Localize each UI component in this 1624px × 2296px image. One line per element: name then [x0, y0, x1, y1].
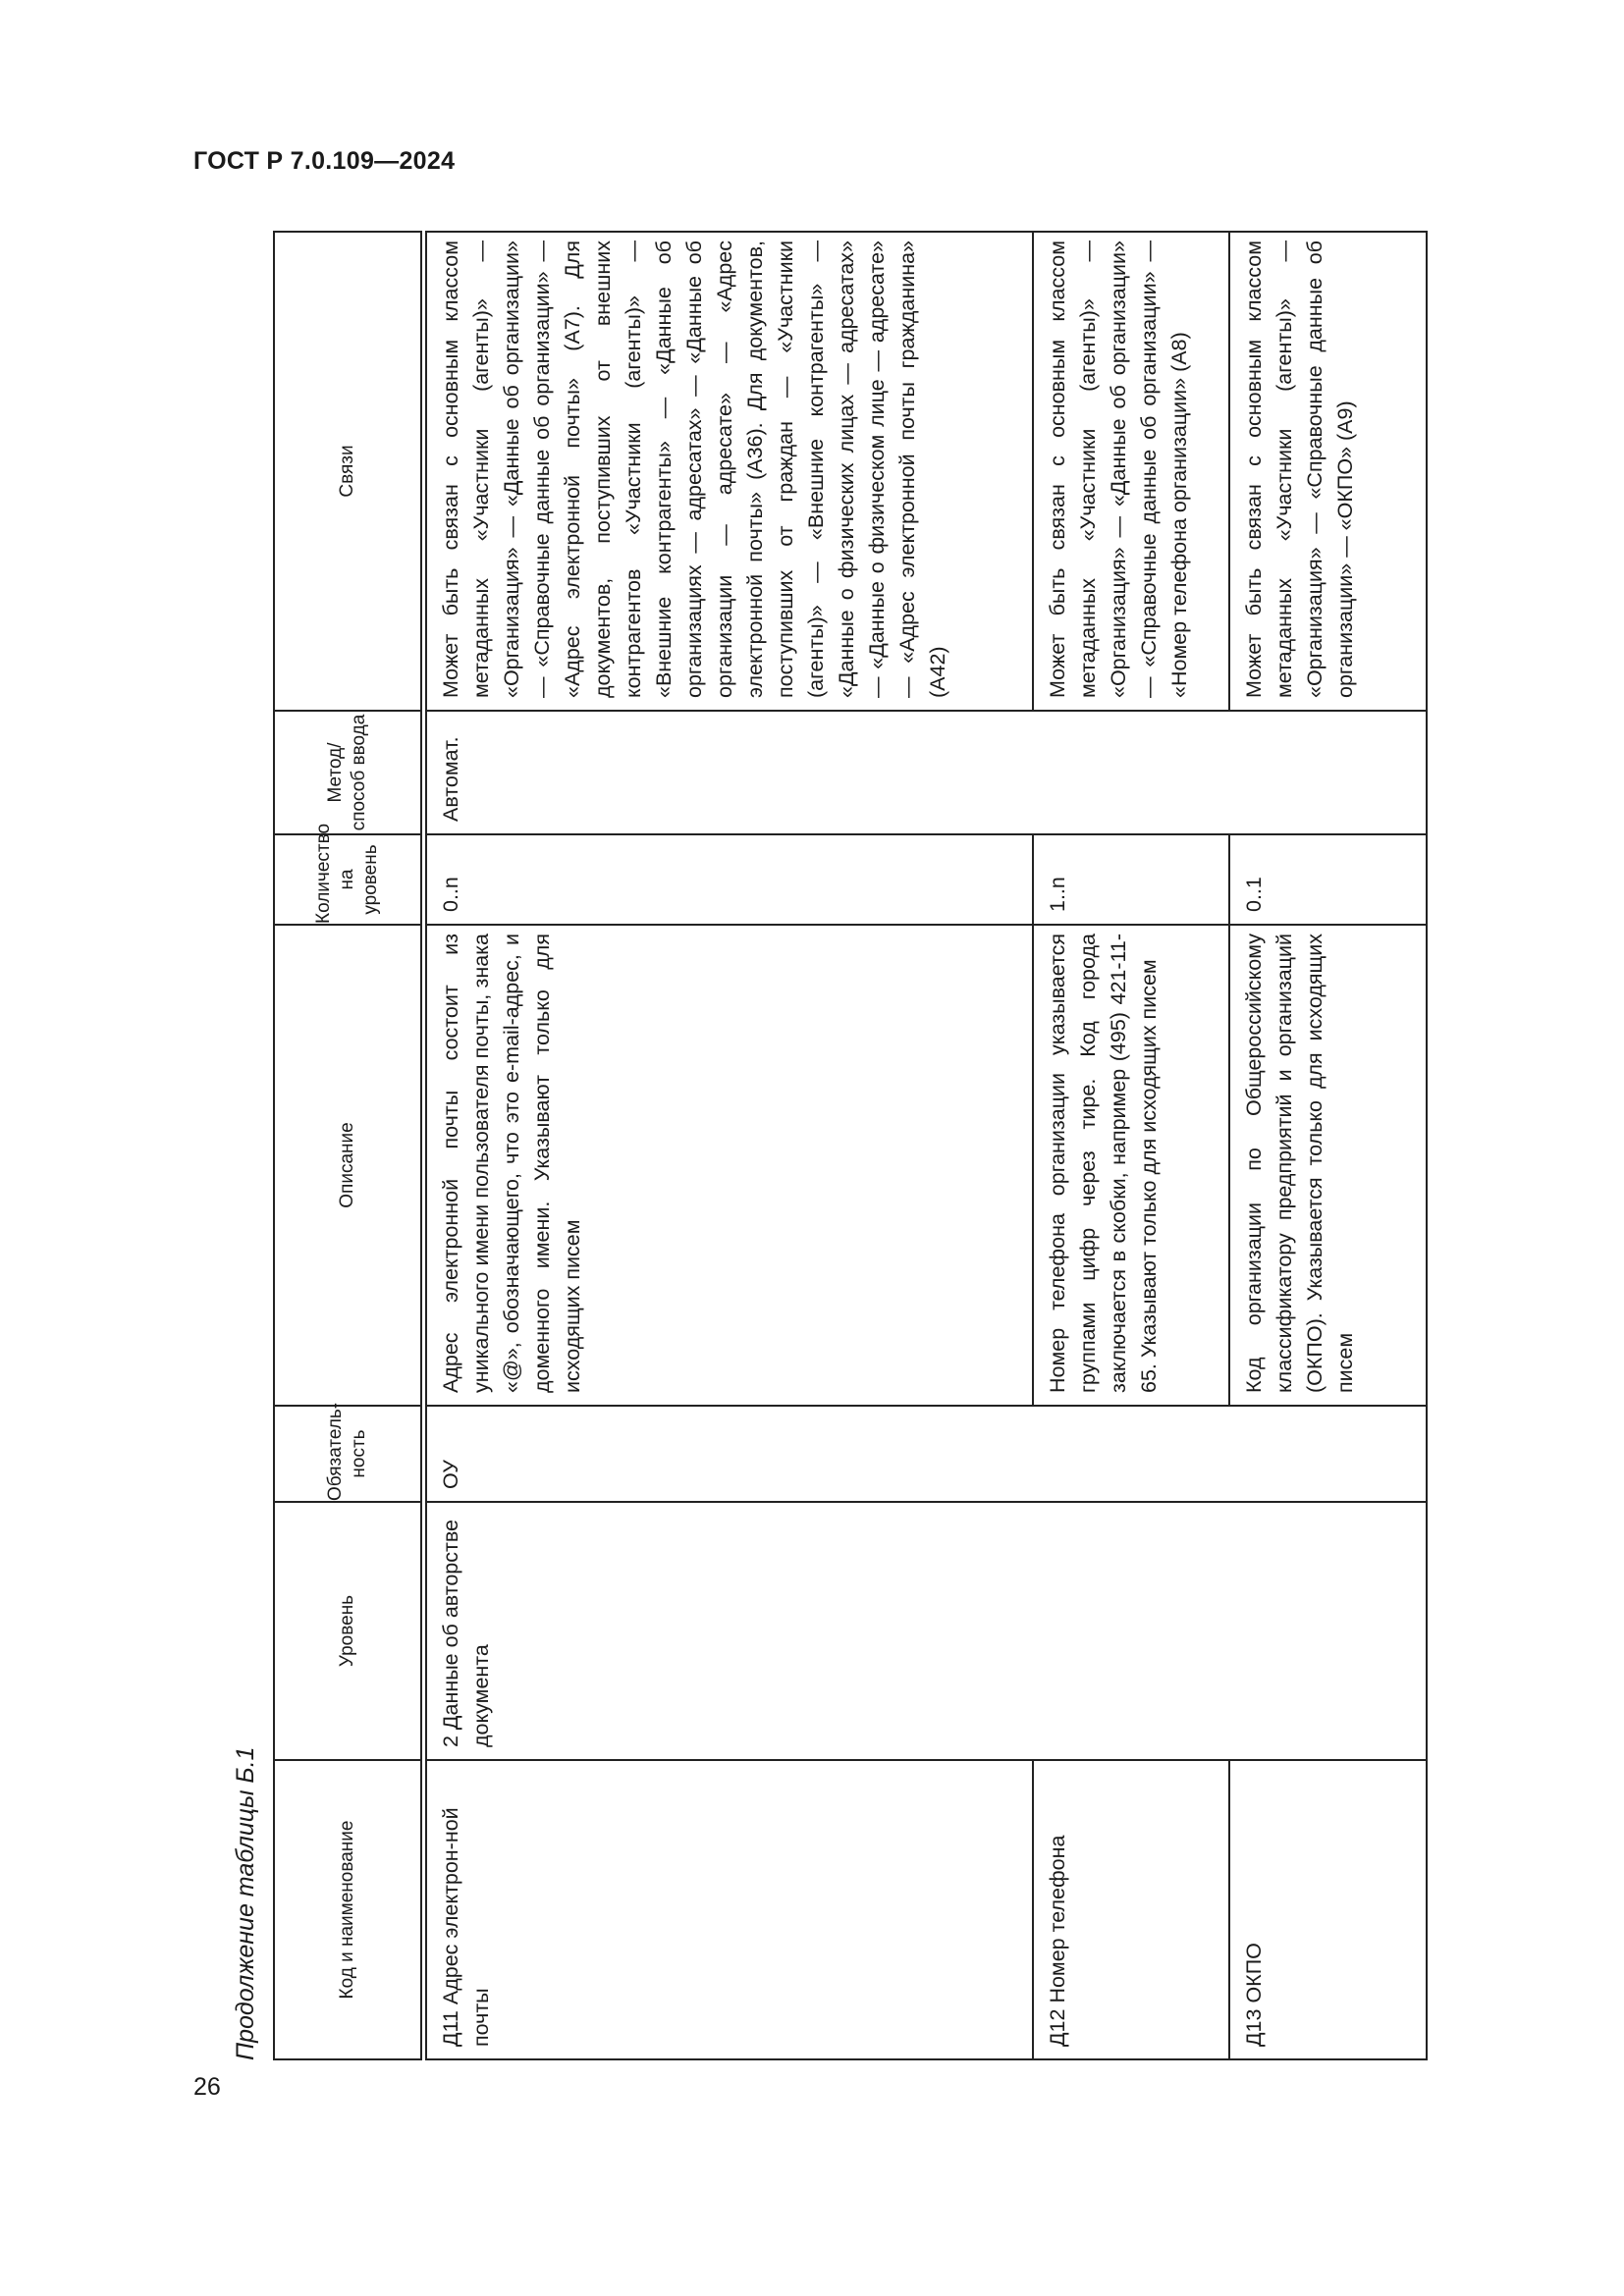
- column-header-method: Метод/ способ ввода: [274, 711, 424, 834]
- cell-level: 2 Данные об авторстве документа: [424, 1502, 1428, 1760]
- cell-quantity: 1..n: [1033, 834, 1229, 925]
- column-header-quantity: Количество на уровень: [274, 834, 424, 925]
- table-row: [1229, 232, 1428, 2059]
- metadata-table: [273, 231, 1428, 2060]
- cell-code: Д13 ОКПО: [1229, 1760, 1428, 2059]
- cell-description: Адрес электронной почты состоит из уникального имени пользователя почты, знака «@», обозначающего, что это e-mail-адрес, и доменного имени. Указывают только для исходящих писем: [424, 925, 1033, 1406]
- page-number: 26: [193, 2073, 221, 2101]
- cell-method: Автомат.: [424, 711, 1428, 834]
- cell-quantity: 0..1: [1229, 834, 1428, 925]
- column-header-level: Уровень: [274, 1502, 424, 1760]
- cell-description: Код организации по Общероссийскому классификатору предприятий и организаций (ОКПО). Указывается только для исходящих писем: [1229, 925, 1428, 1406]
- table-header-row: [274, 232, 424, 2059]
- cell-links: Может быть связан с основным классом метаданных «Участники (агенты)» — «Организация» — «Данные об организации» — «Справочные данные об организации» — «Номер телефона организации» (А8): [1033, 232, 1229, 711]
- cell-links: Может быть связан с основным классом метаданных «Участники (агенты)» — «Организация» — «Данные об организации» — «Справочные данные об организации» — «Адрес электронной почты» (А7). Для документов, поступивших от внешних контрагентов «Участники (агенты)» — «Внешние контрагенты» — «Данные об организациях — адресатах» — «Данные об организации — адресате» — «Адрес электронной почты» (А36). Для документов, поступивших от граждан — «Участники (агенты)» — «Внешние контрагенты» — «Данные о физических лицах — адресатах» — «Данные о физическом лице — адресате» — «Адрес электронной почты гражданина» (А42): [424, 232, 1033, 711]
- table-row: [424, 232, 1033, 2059]
- column-header-links: Связи: [274, 232, 424, 711]
- cell-code: Д12 Номер телефона: [1033, 1760, 1229, 2059]
- cell-description: Номер телефона организации указывается группами цифр через тире. Код города заключается в скобки, например (495) 421-11-65. Указывают только для исходящих писем: [1033, 925, 1229, 1406]
- table-caption: Продолжение таблицы Б.1: [232, 1746, 259, 2060]
- cell-code: Д11 Адрес электрон-ной почты: [424, 1760, 1033, 2059]
- cell-obligation: ОУ: [424, 1406, 1428, 1502]
- column-header-code: Код и наименование: [274, 1760, 424, 2059]
- table-row: [1033, 232, 1229, 2059]
- cell-links: Может быть связан с основным классом метаданных «Участники (агенты)» — «Организация» — «Справочные данные об организации» — «ОКПО» (А9): [1229, 232, 1428, 711]
- column-header-obligation: Обязатель-ность: [274, 1406, 424, 1502]
- column-header-description: Описание: [274, 925, 424, 1406]
- rotated-table-block: [232, 233, 1390, 2060]
- document-header: ГОСТ Р 7.0.109—2024: [193, 147, 456, 175]
- cell-quantity: 0..n: [424, 834, 1033, 925]
